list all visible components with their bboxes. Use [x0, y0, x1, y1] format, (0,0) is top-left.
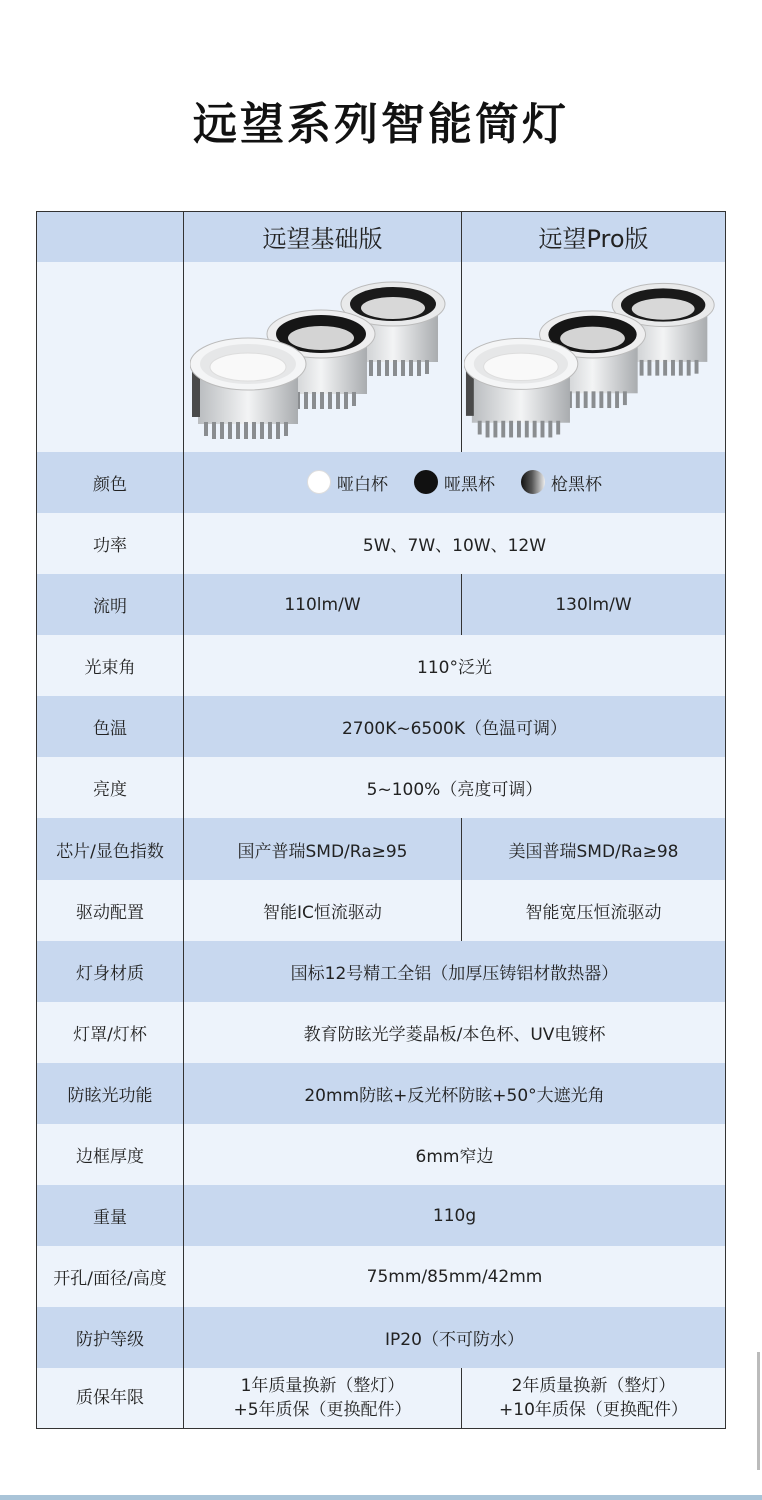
table-row — [37, 941, 726, 1002]
table-row — [37, 452, 726, 513]
row-value-base: 智能IC恒流驱动 — [184, 880, 462, 941]
row-label: 质保年限 — [37, 1368, 184, 1428]
row-value: 20mm防眩+反光杯防眩+50°大遮光角 — [184, 1063, 726, 1124]
row-label: 防眩光功能 — [37, 1063, 184, 1124]
color-option-gun-black — [521, 470, 602, 495]
row-label: 灯身材质 — [37, 941, 184, 1002]
row-value: 2700K~6500K（色温可调） — [184, 696, 726, 757]
row-label: 亮度 — [37, 757, 184, 818]
row-value: 6mm窄边 — [184, 1124, 726, 1185]
row-label: 光束角 — [37, 635, 184, 696]
downlight-white — [190, 338, 306, 439]
scroll-edge-bar — [757, 1352, 760, 1470]
header-empty-cell — [37, 212, 184, 262]
row-value-base — [184, 1368, 462, 1428]
white-swatch-icon — [307, 470, 331, 494]
gun-black-swatch-icon — [521, 470, 545, 494]
warranty-line-2: +10年质保（更换配件） — [499, 1400, 688, 1421]
row-value: 5~100%（亮度可调） — [184, 757, 726, 818]
row-value: 110g — [184, 1185, 726, 1246]
color-option-label: 枪黑杯 — [551, 474, 602, 495]
image-label-cell — [37, 262, 184, 452]
table-row — [37, 635, 726, 696]
warranty-line-1: 2年质量换新（整灯） — [511, 1376, 676, 1397]
table-row — [37, 574, 726, 635]
page-title: 远望系列智能筒灯 — [193, 99, 569, 150]
color-option-label: 哑白杯 — [337, 474, 388, 495]
row-value: 5W、7W、10W、12W — [184, 513, 726, 574]
product-image-pro-cell — [462, 262, 726, 452]
row-label: 驱动配置 — [37, 880, 184, 941]
table-row — [37, 1124, 726, 1185]
table-row — [37, 757, 726, 818]
table-row — [37, 513, 726, 574]
table-row — [37, 696, 726, 757]
row-value-pro: 美国普瑞SMD/Ra≥98 — [462, 818, 726, 879]
color-option-matte-white — [307, 470, 388, 495]
table-row — [37, 1307, 726, 1368]
black-swatch-icon — [414, 470, 438, 494]
table-row — [37, 1246, 726, 1307]
row-label: 重量 — [37, 1185, 184, 1246]
row-label: 芯片/显色指数 — [37, 818, 184, 879]
color-options — [184, 470, 725, 495]
column-header-pro: 远望Pro版 — [462, 212, 726, 262]
row-value: 110°泛光 — [184, 635, 726, 696]
spec-table — [36, 211, 726, 1429]
table-row — [37, 818, 726, 879]
downlight-product-image — [190, 272, 455, 442]
row-label: 颜色 — [37, 452, 184, 513]
table-row — [37, 1368, 726, 1428]
row-value-pro: 130lm/W — [462, 574, 726, 635]
table-row — [37, 880, 726, 941]
color-options-cell — [184, 452, 726, 513]
warranty-line-2: +5年质保（更换配件） — [233, 1400, 412, 1421]
row-value: 国标12号精工全铝（加厚压铸铝材散热器） — [184, 941, 726, 1002]
row-value: 75mm/85mm/42mm — [184, 1246, 726, 1307]
warranty-line-1: 1年质量换新（整灯） — [240, 1376, 405, 1397]
row-value: IP20（不可防水） — [184, 1307, 726, 1368]
table-row — [37, 1063, 726, 1124]
row-label: 功率 — [37, 513, 184, 574]
row-value-base: 国产普瑞SMD/Ra≥95 — [184, 818, 462, 879]
row-value: 教育防眩光学菱晶板/本色杯、UV电镀杯 — [184, 1002, 726, 1063]
row-label: 开孔/面径/高度 — [37, 1246, 184, 1307]
row-label: 灯罩/灯杯 — [37, 1002, 184, 1063]
table-row — [37, 1185, 726, 1246]
row-value-pro — [462, 1368, 726, 1428]
color-option-label: 哑黑杯 — [444, 474, 495, 495]
downlight-product-image-pro — [464, 272, 724, 442]
table-row — [37, 1002, 726, 1063]
bottom-divider — [0, 1495, 762, 1500]
row-value-pro: 智能宽压恒流驱动 — [462, 880, 726, 941]
row-label: 流明 — [37, 574, 184, 635]
product-image-base-cell — [184, 262, 462, 452]
column-header-base: 远望基础版 — [184, 212, 462, 262]
row-value-base: 110lm/W — [184, 574, 462, 635]
row-label: 边框厚度 — [37, 1124, 184, 1185]
color-option-matte-black — [414, 470, 495, 495]
row-label: 色温 — [37, 696, 184, 757]
downlight-white — [464, 338, 578, 437]
table-header-row — [37, 212, 726, 262]
row-label: 防护等级 — [37, 1307, 184, 1368]
product-image-row — [37, 262, 726, 452]
